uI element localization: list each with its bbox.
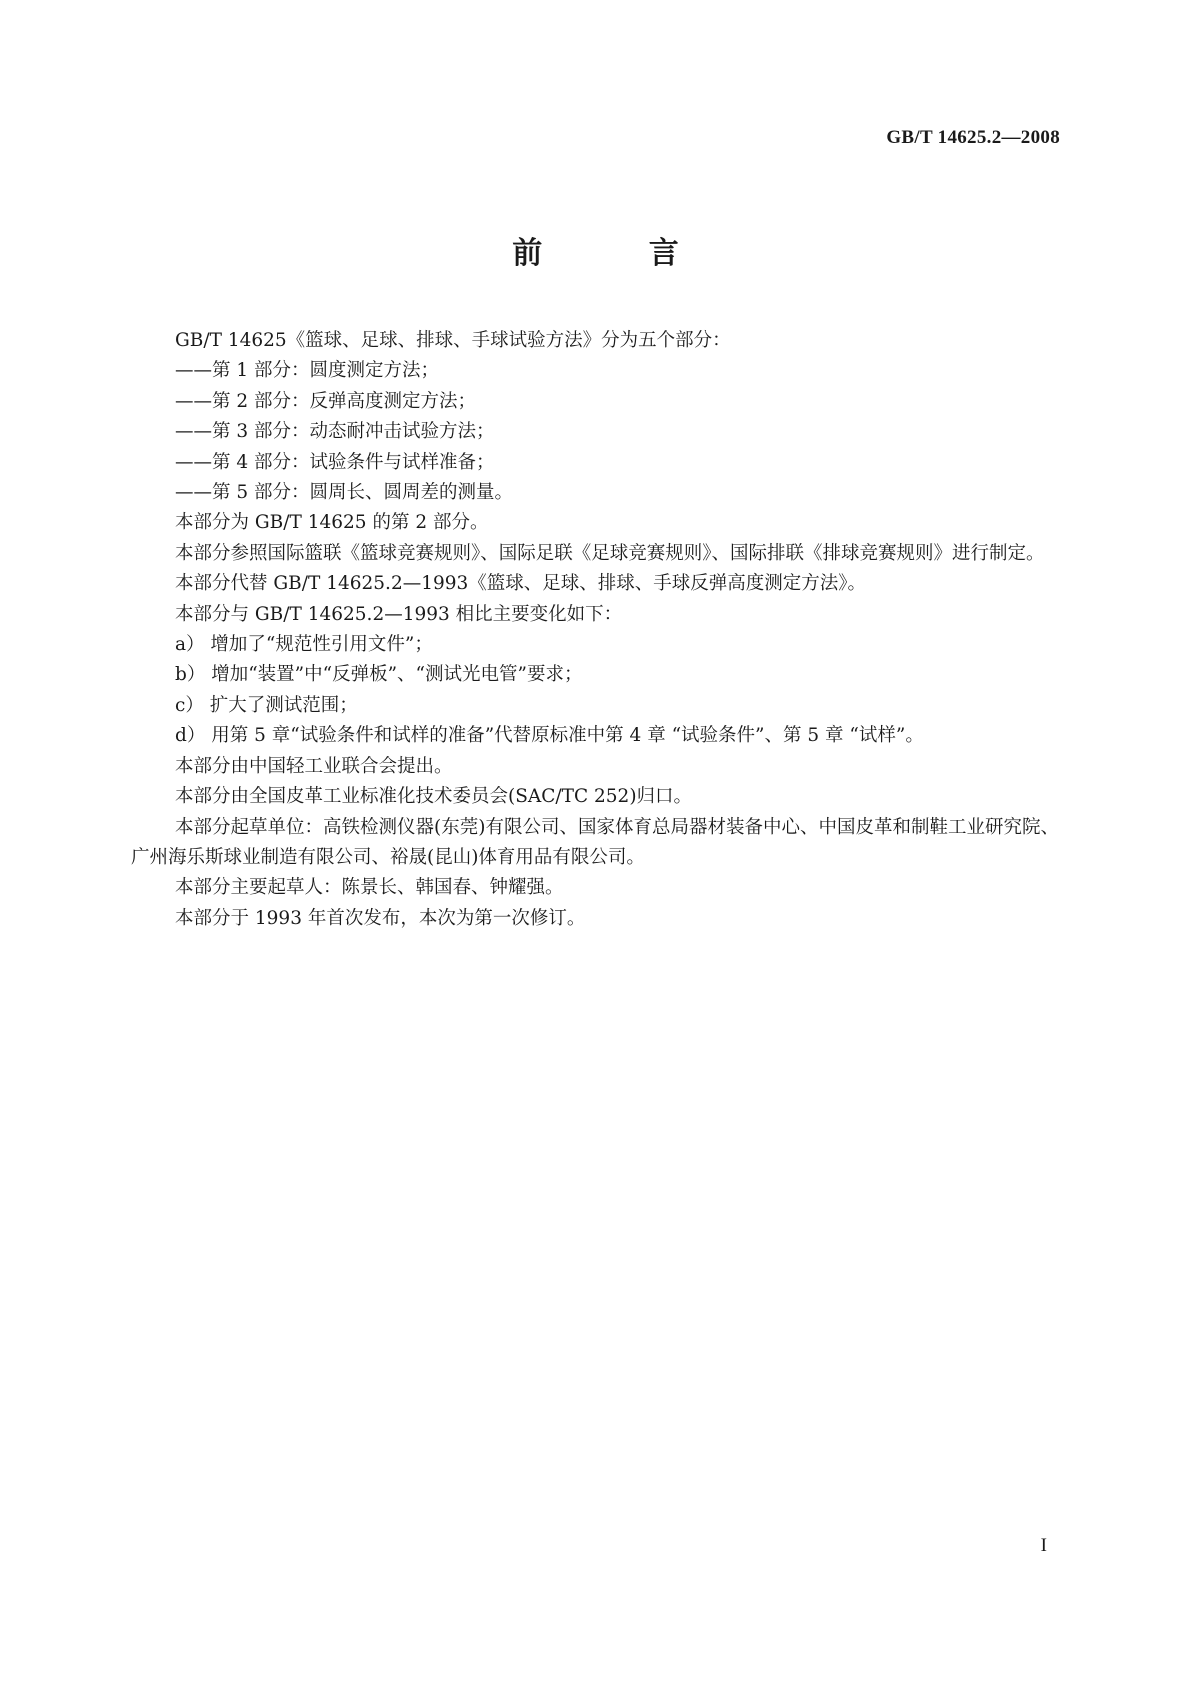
change-list-item: a） 增加了“规范性引用文件”；	[175, 634, 433, 656]
part-list-item: ——第 1 部分：圆度测定方法；	[175, 360, 440, 382]
is-part-paragraph: 本部分为 GB/T 14625 的第 2 部分。	[175, 512, 489, 534]
part-list-item: ——第 4 部分：试验条件与试样准备；	[175, 451, 495, 473]
part-list-item: ——第 5 部分：圆周长、圆周差的测量。	[175, 482, 514, 504]
part-list-item: ——第 2 部分：反弹高度测定方法；	[175, 390, 477, 412]
proposed-by-paragraph: 本部分由中国轻工业联合会提出。	[175, 755, 453, 777]
page-title: 前 言	[512, 236, 727, 271]
changes-intro-paragraph: 本部分与 GB/T 14625.2—1993 相比主要变化如下：	[175, 603, 623, 625]
reference-paragraph: 本部分参照国际篮联《篮球竞赛规则》、国际足联《足球竞赛规则》、国际排联《排球竞赛规则》进行制定。	[175, 542, 1045, 564]
drafters-paragraph: 本部分主要起草人：陈景长、韩国春、钟耀强。	[175, 877, 564, 899]
document-body	[131, 326, 1059, 934]
intro-paragraph: GB/T 14625《篮球、足球、排球、手球试验方法》分为五个部分：	[175, 330, 731, 351]
change-list-item: d） 用第 5 章“试验条件和试样的准备”代替原标准中第 4 章 “试验条件”、第 5 章 “试样”。	[175, 725, 924, 747]
managed-by-paragraph: 本部分由全国皮革工业标准化技术委员会(SAC/TC 252)归口。	[175, 786, 693, 808]
change-list-item: b） 增加“装置”中“反弹板”、“测试光电管”要求；	[175, 664, 583, 686]
part-list-item: ——第 3 部分：动态耐冲击试验方法；	[175, 421, 495, 443]
drafting-units-paragraph: 本部分起草单位：高铁检测仪器(东莞)有限公司、国家体育总局器材装备中心、中国皮革和制鞋工业研究院、广州海乐斯球业制造有限公司、裕晟(昆山)体育用品有限公司。	[131, 816, 1059, 868]
standard-number: GB/T 14625.2—2008	[886, 127, 1060, 148]
history-paragraph: 本部分于 1993 年首次发布，本次为第一次修订。	[175, 907, 586, 929]
change-list-item: c） 扩大了测试范围；	[175, 694, 358, 716]
replaces-paragraph: 本部分代替 GB/T 14625.2—1993《篮球、足球、排球、手球反弹高度测定方法》。	[175, 573, 867, 595]
page-number: I	[1040, 1535, 1047, 1556]
